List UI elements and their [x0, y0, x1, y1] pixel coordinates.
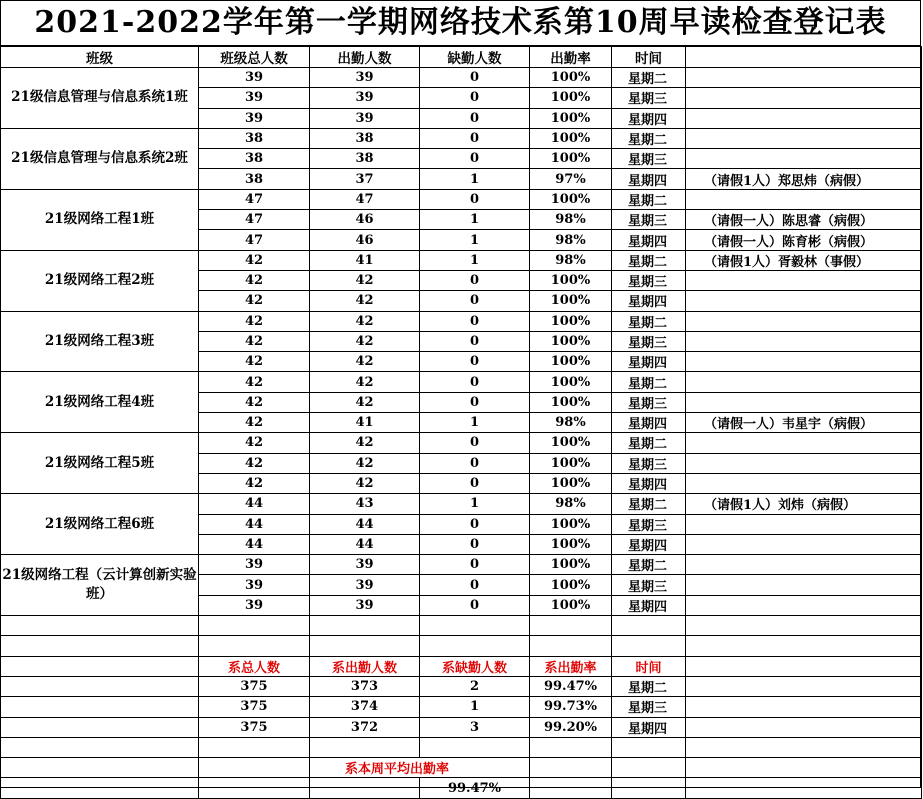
rate-cell: 100%: [530, 189, 612, 209]
note-cell: [686, 189, 922, 209]
total-cell: 42: [199, 433, 310, 453]
summary-day-cell: 星期四: [612, 717, 686, 737]
blank-cell: [686, 636, 922, 656]
day-cell: 星期三: [612, 514, 686, 534]
summary-header-total: 系总人数: [199, 656, 310, 676]
blank-row: [1, 636, 922, 656]
present-cell: 38: [310, 128, 420, 148]
present-cell: 42: [310, 270, 420, 290]
header-present: 出勤人数: [310, 47, 420, 68]
total-cell: 42: [199, 352, 310, 372]
day-cell: 星期二: [612, 433, 686, 453]
absent-cell: 0: [420, 575, 530, 595]
note-cell: （请假一人）韦星宇（病假）: [686, 413, 922, 433]
present-cell: 41: [310, 250, 420, 270]
total-cell: 39: [199, 108, 310, 128]
present-cell: 37: [310, 169, 420, 189]
present-cell: 42: [310, 392, 420, 412]
total-cell: 38: [199, 128, 310, 148]
header-absent: 缺勤人数: [420, 47, 530, 68]
total-cell: 44: [199, 514, 310, 534]
total-cell: 42: [199, 392, 310, 412]
blank-cell: [686, 697, 922, 717]
blank-cell: [530, 737, 612, 757]
absent-cell: 0: [420, 453, 530, 473]
summary-absent-cell: 3: [420, 717, 530, 737]
day-cell: 星期三: [612, 270, 686, 290]
day-cell: 星期二: [612, 250, 686, 270]
absent-cell: 0: [420, 372, 530, 392]
total-cell: 39: [199, 555, 310, 575]
total-cell: 47: [199, 230, 310, 250]
summary-total-cell: 375: [199, 676, 310, 696]
blank-cell: [199, 778, 310, 798]
blank-cell: [612, 636, 686, 656]
page-title: 2021-2022学年第一学期网络技术系第10周早读检查登记表: [1, 1, 920, 46]
summary-header-absent: 系缺勤人数: [420, 656, 530, 676]
present-cell: 39: [310, 88, 420, 108]
day-cell: 星期三: [612, 453, 686, 473]
day-cell: 星期四: [612, 413, 686, 433]
note-cell: [686, 473, 922, 493]
absent-cell: 1: [420, 210, 530, 230]
rate-cell: 100%: [530, 473, 612, 493]
class-name-cell: 21级网络工程4班: [1, 372, 199, 433]
absent-cell: 0: [420, 595, 530, 615]
table-row: [1, 68, 922, 88]
note-cell: [686, 270, 922, 290]
note-cell: [686, 392, 922, 412]
note-cell: [686, 128, 922, 148]
absent-cell: 1: [420, 494, 530, 514]
total-cell: 42: [199, 291, 310, 311]
blank-cell: [1, 616, 199, 636]
absent-cell: 0: [420, 352, 530, 372]
summary-present-cell: 373: [310, 676, 420, 696]
blank-cell: [199, 737, 310, 757]
blank-cell: [420, 636, 530, 656]
rate-cell: 100%: [530, 311, 612, 331]
day-cell: 星期二: [612, 372, 686, 392]
present-cell: 39: [310, 68, 420, 88]
present-cell: 38: [310, 149, 420, 169]
day-cell: 星期二: [612, 311, 686, 331]
absent-cell: 0: [420, 270, 530, 290]
rate-cell: 100%: [530, 575, 612, 595]
present-cell: 42: [310, 331, 420, 351]
note-cell: （请假1人）胥毅林（事假）: [686, 250, 922, 270]
day-cell: 星期三: [612, 210, 686, 230]
blank-row: [1, 616, 922, 636]
day-cell: 星期四: [612, 534, 686, 554]
blank-cell: [686, 737, 922, 757]
note-cell: [686, 514, 922, 534]
weekly-avg-label-row: [1, 758, 922, 778]
rate-cell: 100%: [530, 291, 612, 311]
summary-total-cell: 375: [199, 697, 310, 717]
present-cell: 39: [310, 108, 420, 128]
rate-cell: 97%: [530, 169, 612, 189]
rate-cell: 100%: [530, 514, 612, 534]
present-cell: 46: [310, 210, 420, 230]
rate-cell: 100%: [530, 108, 612, 128]
rate-cell: 100%: [530, 88, 612, 108]
day-cell: 星期三: [612, 392, 686, 412]
note-cell: （请假一人）陈育彬（病假）: [686, 230, 922, 250]
blank-cell: [420, 616, 530, 636]
present-cell: 39: [310, 555, 420, 575]
summary-day-cell: 星期三: [612, 697, 686, 717]
rate-cell: 100%: [530, 595, 612, 615]
blank-cell: [1, 717, 199, 737]
day-cell: 星期二: [612, 68, 686, 88]
total-cell: 42: [199, 270, 310, 290]
absent-cell: 0: [420, 514, 530, 534]
summary-header-day: 时间: [612, 656, 686, 676]
header-class: 班级: [1, 47, 199, 68]
total-cell: 42: [199, 311, 310, 331]
blank-cell: [686, 676, 922, 696]
rate-cell: 98%: [530, 494, 612, 514]
blank-cell: [199, 616, 310, 636]
blank-cell: [612, 778, 686, 798]
note-cell: [686, 149, 922, 169]
class-name-cell: 21级网络工程3班: [1, 311, 199, 372]
blank-cell: [686, 758, 922, 778]
note-cell: [686, 68, 922, 88]
rate-cell: 98%: [530, 250, 612, 270]
absent-cell: 0: [420, 555, 530, 575]
total-cell: 44: [199, 494, 310, 514]
class-name-cell: 21级网络工程2班: [1, 250, 199, 311]
rate-cell: 100%: [530, 149, 612, 169]
weekly-avg-label: 系本周平均出勤率: [310, 758, 530, 778]
header-rate: 出勤率: [530, 47, 612, 68]
weekly-avg-value-row: [1, 778, 922, 798]
absent-cell: 1: [420, 250, 530, 270]
blank-cell: [310, 737, 420, 757]
present-cell: 44: [310, 514, 420, 534]
total-cell: 38: [199, 149, 310, 169]
weekly-avg-value: 99.47%: [420, 778, 530, 798]
summary-row: [1, 676, 922, 696]
total-cell: 39: [199, 68, 310, 88]
present-cell: 42: [310, 433, 420, 453]
table-row: [1, 433, 922, 453]
rate-cell: 100%: [530, 433, 612, 453]
header-day: 时间: [612, 47, 686, 68]
blank-cell: [199, 758, 310, 778]
day-cell: 星期四: [612, 169, 686, 189]
present-cell: 42: [310, 311, 420, 331]
class-name-cell: 21级信息管理与信息系统2班: [1, 128, 199, 189]
day-cell: 星期二: [612, 189, 686, 209]
table-row: [1, 189, 922, 209]
note-cell: [686, 433, 922, 453]
day-cell: 星期三: [612, 149, 686, 169]
total-cell: 42: [199, 250, 310, 270]
class-name-cell: 21级网络工程5班: [1, 433, 199, 494]
total-cell: 44: [199, 534, 310, 554]
present-cell: 46: [310, 230, 420, 250]
blank-row: [1, 737, 922, 757]
class-name-cell: 21级网络工程1班: [1, 189, 199, 250]
class-name-cell: 21级网络工程（云计算创新实验班）: [1, 555, 199, 616]
day-cell: 星期二: [612, 494, 686, 514]
blank-cell: [530, 778, 612, 798]
table-row: [1, 555, 922, 575]
blank-cell: [686, 656, 922, 676]
note-cell: [686, 108, 922, 128]
blank-cell: [1, 778, 199, 798]
note-cell: [686, 534, 922, 554]
summary-header-rate: 系出勤率: [530, 656, 612, 676]
present-cell: 42: [310, 291, 420, 311]
class-name-cell: 21级网络工程6班: [1, 494, 199, 555]
note-cell: [686, 595, 922, 615]
summary-absent-cell: 1: [420, 697, 530, 717]
day-cell: 星期二: [612, 555, 686, 575]
total-cell: 47: [199, 210, 310, 230]
total-cell: 42: [199, 331, 310, 351]
day-cell: 星期四: [612, 291, 686, 311]
note-cell: [686, 555, 922, 575]
note-cell: （请假1人）郑思炜（病假）: [686, 169, 922, 189]
rate-cell: 98%: [530, 210, 612, 230]
total-cell: 42: [199, 453, 310, 473]
note-cell: （请假1人）刘炜（病假）: [686, 494, 922, 514]
absent-cell: 1: [420, 230, 530, 250]
total-cell: 47: [199, 189, 310, 209]
blank-cell: [686, 616, 922, 636]
absent-cell: 0: [420, 534, 530, 554]
note-cell: [686, 88, 922, 108]
blank-cell: [1, 676, 199, 696]
rate-cell: 100%: [530, 331, 612, 351]
blank-cell: [310, 616, 420, 636]
absent-cell: 0: [420, 108, 530, 128]
day-cell: 星期四: [612, 230, 686, 250]
summary-rate-cell: 99.73%: [530, 697, 612, 717]
absent-cell: 0: [420, 311, 530, 331]
present-cell: 41: [310, 413, 420, 433]
blank-cell: [310, 636, 420, 656]
day-cell: 星期三: [612, 88, 686, 108]
note-cell: [686, 575, 922, 595]
blank-cell: [612, 616, 686, 636]
header-note: [686, 47, 922, 68]
total-cell: 39: [199, 88, 310, 108]
header-total: 班级总人数: [199, 47, 310, 68]
absent-cell: 0: [420, 189, 530, 209]
header-row: [1, 47, 922, 68]
day-cell: 星期四: [612, 352, 686, 372]
total-cell: 39: [199, 575, 310, 595]
absent-cell: 1: [420, 413, 530, 433]
total-cell: 42: [199, 372, 310, 392]
summary-row: [1, 717, 922, 737]
day-cell: 星期四: [612, 595, 686, 615]
summary-header-row: [1, 656, 922, 676]
rate-cell: 98%: [530, 413, 612, 433]
total-cell: 42: [199, 413, 310, 433]
note-cell: [686, 291, 922, 311]
table-row: [1, 128, 922, 148]
day-cell: 星期三: [612, 331, 686, 351]
total-cell: 38: [199, 169, 310, 189]
rate-cell: 100%: [530, 372, 612, 392]
present-cell: 44: [310, 534, 420, 554]
absent-cell: 0: [420, 149, 530, 169]
blank-cell: [686, 717, 922, 737]
absent-cell: 0: [420, 331, 530, 351]
blank-cell: [686, 778, 922, 798]
rate-cell: 100%: [530, 128, 612, 148]
total-cell: 39: [199, 595, 310, 615]
summary-present-cell: 372: [310, 717, 420, 737]
summary-rate-cell: 99.20%: [530, 717, 612, 737]
present-cell: 39: [310, 575, 420, 595]
day-cell: 星期二: [612, 128, 686, 148]
absent-cell: 1: [420, 169, 530, 189]
rate-cell: 100%: [530, 352, 612, 372]
rate-cell: 100%: [530, 270, 612, 290]
present-cell: 42: [310, 352, 420, 372]
table-row: [1, 494, 922, 514]
blank-cell: [1, 636, 199, 656]
class-name-cell: 21级信息管理与信息系统1班: [1, 68, 199, 129]
note-cell: [686, 331, 922, 351]
absent-cell: 0: [420, 128, 530, 148]
present-cell: 43: [310, 494, 420, 514]
table-row: [1, 250, 922, 270]
blank-cell: [530, 636, 612, 656]
note-cell: [686, 311, 922, 331]
absent-cell: 0: [420, 68, 530, 88]
note-cell: [686, 372, 922, 392]
blank-cell: [1, 758, 199, 778]
summary-day-cell: 星期二: [612, 676, 686, 696]
blank-cell: [1, 737, 199, 757]
blank-cell: [530, 616, 612, 636]
blank-cell: [612, 758, 686, 778]
table-row: [1, 372, 922, 392]
blank-cell: [1, 656, 199, 676]
total-cell: 42: [199, 473, 310, 493]
absent-cell: 0: [420, 88, 530, 108]
day-cell: 星期三: [612, 575, 686, 595]
summary-rate-cell: 99.47%: [530, 676, 612, 696]
summary-present-cell: 374: [310, 697, 420, 717]
rate-cell: 100%: [530, 453, 612, 473]
day-cell: 星期四: [612, 108, 686, 128]
present-cell: 42: [310, 453, 420, 473]
blank-cell: [199, 636, 310, 656]
blank-cell: [420, 737, 530, 757]
note-cell: （请假一人）陈思睿（病假）: [686, 210, 922, 230]
absent-cell: 0: [420, 291, 530, 311]
summary-header-present: 系出勤人数: [310, 656, 420, 676]
note-cell: [686, 453, 922, 473]
blank-cell: [1, 697, 199, 717]
absent-cell: 0: [420, 433, 530, 453]
blank-cell: [310, 778, 420, 798]
summary-absent-cell: 2: [420, 676, 530, 696]
blank-cell: [612, 737, 686, 757]
day-cell: 星期四: [612, 473, 686, 493]
summary-row: [1, 697, 922, 717]
rate-cell: 100%: [530, 68, 612, 88]
present-cell: 42: [310, 372, 420, 392]
absent-cell: 0: [420, 473, 530, 493]
rate-cell: 98%: [530, 230, 612, 250]
present-cell: 47: [310, 189, 420, 209]
present-cell: 39: [310, 595, 420, 615]
rate-cell: 100%: [530, 555, 612, 575]
summary-total-cell: 375: [199, 717, 310, 737]
rate-cell: 100%: [530, 534, 612, 554]
absent-cell: 0: [420, 392, 530, 412]
table-row: [1, 311, 922, 331]
present-cell: 42: [310, 473, 420, 493]
blank-cell: [530, 758, 612, 778]
rate-cell: 100%: [530, 392, 612, 412]
note-cell: [686, 352, 922, 372]
attendance-table: [0, 46, 922, 799]
